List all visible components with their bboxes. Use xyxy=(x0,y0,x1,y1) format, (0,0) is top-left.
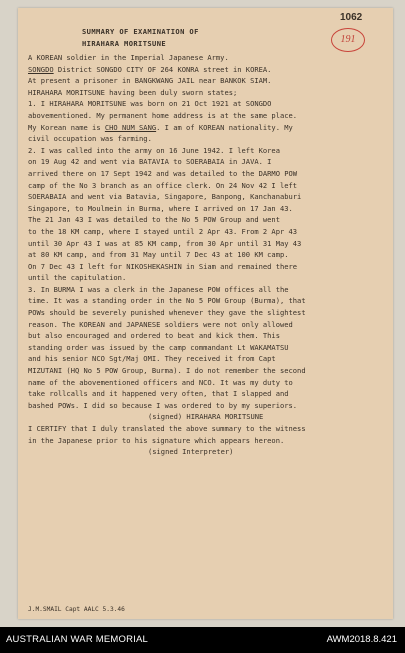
document-line xyxy=(28,214,388,226)
document-line xyxy=(28,284,388,296)
line-text-pre: 1. I HIRAHARA MORITSUNE was born on 21 Oct 1921 at SONGDO xyxy=(28,99,272,109)
document-line xyxy=(28,261,388,273)
line-text-pre: arrived there on 17 Sept 1942 and was detailed to the DARMO POW xyxy=(28,168,298,178)
document-line xyxy=(28,238,388,250)
line-text-pre: on 19 Aug 42 and went via BATAVIA to SOERABAIA in JAVA. I xyxy=(28,157,272,167)
line-text-pre: abovementioned. My permanent home address is at the same place. xyxy=(28,110,298,120)
signed-line: (signed) HIRAHARA MORITSUNE xyxy=(148,412,264,422)
officer-signature-line: J.M.SMAIL Capt AALC 5.3.46 xyxy=(28,606,125,613)
line-text-post: District SONGDO CITY OF 264 KONRA street in KOREA. xyxy=(53,64,272,74)
line-text-pre: 3. In BURMA I was a clerk in the Japanese POW offices all the xyxy=(28,284,289,294)
folio-circle-number: 191 xyxy=(331,28,365,52)
document-line xyxy=(28,319,388,331)
interpreter-signature: (signed Interpreter) xyxy=(148,447,234,457)
document-line xyxy=(28,330,388,342)
document-line xyxy=(28,295,388,307)
document-line xyxy=(28,249,388,261)
document-line xyxy=(28,122,388,134)
document-line xyxy=(28,400,388,412)
title-block xyxy=(82,26,282,49)
certify-line: I CERTIFY that I duly translated the above summary to the witness xyxy=(28,424,306,433)
footer-institution: AUSTRALIAN WAR MEMORIAL xyxy=(6,634,149,645)
document-line xyxy=(28,98,388,110)
line-text-pre: reason. The KOREAN and JAPANESE soldiers were not only allowed xyxy=(28,319,293,329)
document-line xyxy=(28,388,388,400)
line-text-pre: At present a prisoner in BANGKWANG JAIL near BANKOK SIAM. xyxy=(28,76,272,86)
line-text-pre: bashed POWs. I did so because I was ordered to by my superiors. xyxy=(28,400,298,410)
line-text-pre: to the 18 KM camp, where I stayed until 2 Apr 43. From 2 Apr 43 xyxy=(28,226,298,236)
line-text-pre: civil occupation was farming. xyxy=(28,134,152,144)
document-line xyxy=(28,272,388,284)
certify-line: in the Japanese prior to his signature which appears hereon. xyxy=(28,435,285,445)
line-text-pre: time. It was a standing order in the No 5 POW Group (Burma), that xyxy=(28,296,306,306)
line-text-pre: camp of the No 3 branch as an office clerk. On 24 Nov 42 I left xyxy=(28,180,298,190)
line-text-pre: POWs should be severely punished whenever they gave the slightest xyxy=(28,308,306,318)
document-line xyxy=(28,52,388,64)
document-line xyxy=(28,180,388,192)
document-line xyxy=(28,365,388,377)
document-line xyxy=(28,145,388,157)
line-text-post: . I am of KOREAN nationality. My xyxy=(156,122,293,132)
line-text-pre: Singapore, to Moulmein in Burma, where I arrived on 17 Jan 43. xyxy=(28,203,293,213)
line-text-pre: MIZUTANI (HQ No 5 POW Group, Burma). I do not remember the second xyxy=(28,366,306,376)
line-text-pre: until 30 Apr 43 I was at 85 KM camp, from 30 Apr until 31 May 43 xyxy=(28,238,302,248)
line-text-pre: A KOREAN soldier in the Imperial Japanese Army. xyxy=(28,53,229,62)
document-line xyxy=(28,203,388,215)
line-text-pre: On 7 Dec 43 I left for NIKOSHEKASHIN in Siam and remained there xyxy=(28,261,298,271)
line-text-pre: 2. I was called into the army on 16 June 1942. I left Korea xyxy=(28,145,280,155)
line-text-pre: but also encouraged and ordered to beat and kick them. This xyxy=(28,331,280,341)
line-text-ul: CHO NUM SANG xyxy=(104,122,157,132)
line-text-pre: The 21 Jan 43 I was detailed to the No 5 POW Group and went xyxy=(28,215,280,225)
document-subtitle: HIRAHARA MORITSUNE xyxy=(82,38,167,48)
line-text-pre: My Korean name is xyxy=(28,122,105,132)
document-line xyxy=(28,75,388,87)
document-line xyxy=(28,191,388,203)
document-line xyxy=(28,64,388,76)
footer-accession-number: AWM2018.8.421 xyxy=(326,634,397,645)
document-line xyxy=(28,226,388,238)
stamp-number: 1062 xyxy=(340,12,363,23)
document-line xyxy=(28,156,388,168)
document-line xyxy=(28,110,388,122)
line-text-pre: until the capitulation. xyxy=(28,273,127,283)
document-line xyxy=(28,168,388,180)
document-page xyxy=(18,8,393,619)
line-text-pre: take rollcalls and it happened very often, that I slapped and xyxy=(28,389,289,399)
line-text-pre: HIRAHARA MORITSUNE having been duly sworn states; xyxy=(28,87,238,97)
footer-bar xyxy=(0,627,405,653)
document-line xyxy=(28,353,388,365)
line-text-pre: and his senior NCO Sgt/Maj OMI. They received it from Capt xyxy=(28,354,276,364)
line-text-pre: standing order was issued by the camp commandant Lt WAKAMATSU xyxy=(28,342,289,352)
line-text-pre: at 80 KM camp, and from 31 May until 7 Dec 43 at 100 KM camp. xyxy=(28,250,289,260)
line-text-ul: SONGDO xyxy=(28,64,54,74)
line-text-pre: SOERABAIA and went via Batavia, Singapore, Banpong, Kanchanaburi xyxy=(28,192,302,202)
document-line xyxy=(28,87,388,99)
document-line xyxy=(28,377,388,389)
document-line xyxy=(28,133,388,145)
document-line xyxy=(28,307,388,319)
document-title: SUMMARY OF EXAMINATION OF xyxy=(82,27,199,36)
document-line xyxy=(28,342,388,354)
line-text-pre: name of the abovementioned officers and NCO. It was my duty to xyxy=(28,377,293,387)
document-body xyxy=(28,52,388,458)
